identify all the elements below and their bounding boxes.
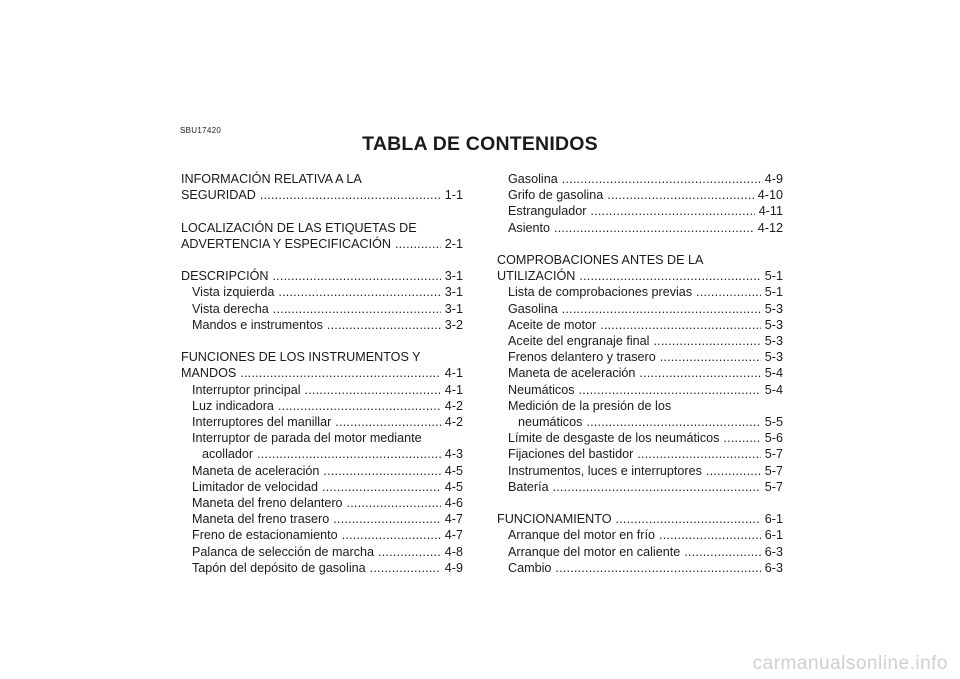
dot-leader	[323, 463, 440, 479]
dot-leader	[272, 268, 440, 284]
toc-section-entry[interactable]	[497, 268, 783, 284]
toc-item-line[interactable]	[181, 430, 463, 446]
dot-leader	[639, 365, 760, 381]
toc-page-number: 6-1	[764, 512, 783, 527]
dot-leader	[586, 414, 760, 430]
toc-page-number: 4-1	[444, 382, 463, 397]
toc-item-title: Vista derecha	[192, 301, 269, 316]
document-code: SBU17420	[180, 126, 222, 135]
toc-item-title: Palanca de selección de marcha	[192, 544, 375, 559]
toc-item[interactable]	[497, 203, 783, 219]
dot-leader	[257, 446, 441, 462]
toc-item[interactable]	[181, 284, 463, 300]
toc-item-title: Límite de desgaste de los neumáticos	[508, 431, 720, 446]
toc-item-title: Mandos e instrumentos	[192, 317, 323, 332]
toc-item-title: Luz indicadora	[192, 398, 274, 413]
toc-item[interactable]	[497, 430, 783, 446]
dot-leader	[342, 527, 441, 543]
toc-page-number: 4-9	[764, 172, 783, 186]
dot-leader	[327, 317, 441, 333]
toc-page-number: 6-1	[764, 528, 783, 543]
toc-item[interactable]	[181, 479, 463, 495]
toc-item-title: Arranque del motor en caliente	[508, 544, 681, 559]
toc-page-number: 3-1	[444, 269, 463, 284]
dot-leader	[579, 268, 760, 284]
dot-leader	[555, 560, 760, 576]
toc-page-number: 4-5	[444, 463, 463, 478]
toc-item[interactable]	[181, 382, 463, 398]
toc-page-number: 6-3	[764, 544, 783, 559]
toc-item[interactable]	[181, 301, 463, 317]
toc-item-title: Frenos delantero y trasero	[508, 350, 656, 365]
toc-page-number: 2-1	[444, 236, 463, 251]
toc-item-title: Estrangulador	[508, 204, 587, 219]
toc-item[interactable]	[497, 301, 783, 317]
toc-section-heading: COMPROBACIONES ANTES DE LA	[497, 253, 704, 267]
toc-item-title: Gasolina	[508, 301, 558, 316]
toc-page-number: 5-3	[764, 350, 783, 365]
toc-item[interactable]	[181, 317, 463, 333]
toc-item[interactable]	[497, 187, 783, 203]
dot-leader	[607, 187, 754, 203]
dot-leader	[600, 317, 761, 333]
toc-page-number: 5-1	[764, 285, 783, 300]
toc-item[interactable]	[497, 527, 783, 543]
dot-leader	[554, 220, 754, 236]
toc-page-number: 5-4	[764, 366, 783, 381]
dot-leader	[333, 511, 441, 527]
toc-item[interactable]	[181, 463, 463, 479]
toc-item-title: Arranque del motor en frío	[508, 528, 656, 543]
toc-item[interactable]	[181, 560, 463, 576]
toc-item-title-continued: neumáticos	[518, 415, 583, 430]
toc-item[interactable]	[497, 220, 783, 236]
toc-section-entry[interactable]	[497, 511, 783, 527]
toc-item-title: Interruptores del manillar	[192, 415, 332, 429]
toc-item[interactable]	[181, 544, 463, 560]
dot-leader	[273, 301, 441, 317]
dot-leader	[659, 527, 761, 543]
toc-item[interactable]	[497, 284, 783, 300]
toc-page-number: 3-1	[444, 301, 463, 316]
dot-leader	[637, 446, 760, 462]
toc-section-entry[interactable]	[181, 268, 463, 284]
toc-section-heading: INFORMACIÓN RELATIVA A LA	[181, 172, 362, 186]
toc-entry-title: SEGURIDAD	[181, 188, 256, 203]
toc-item[interactable]	[181, 398, 463, 414]
toc-section-entry[interactable]	[181, 365, 463, 381]
toc-page-number: 4-2	[444, 398, 463, 413]
toc-item-title: Batería	[508, 479, 549, 494]
dot-leader	[723, 430, 760, 446]
toc-section-entry[interactable]	[181, 187, 463, 203]
dot-leader	[240, 365, 441, 381]
toc-page-number: 4-7	[444, 528, 463, 543]
toc-item[interactable]	[181, 527, 463, 543]
toc-page-number: 1-1	[444, 188, 463, 203]
toc-item-title: Interruptor de parada del motor mediante	[192, 431, 422, 446]
toc-item-title: Gasolina	[508, 172, 558, 186]
dot-leader	[322, 479, 441, 495]
dot-leader	[684, 544, 761, 560]
toc-item-title: Lista de comprobaciones previas	[508, 285, 693, 300]
dot-leader	[660, 349, 761, 365]
dot-leader	[706, 463, 761, 479]
toc-item-title: Interruptor principal	[192, 382, 301, 397]
toc-item-title: Aceite de motor	[508, 317, 597, 332]
toc-page-number: 5-4	[764, 382, 783, 397]
toc-item[interactable]	[497, 414, 783, 430]
toc-page-number: 4-11	[758, 204, 783, 219]
toc-item-title: Aceite del engranaje final	[508, 334, 650, 349]
dot-leader	[278, 284, 440, 300]
dot-leader	[590, 203, 754, 219]
toc-item-line[interactable]	[497, 398, 783, 414]
toc-page-number: 5-7	[764, 463, 783, 478]
dot-leader	[395, 236, 441, 252]
toc-page-number: 5-3	[764, 334, 783, 349]
dot-leader	[553, 479, 761, 495]
toc-page-number: 3-2	[444, 317, 463, 332]
dot-leader	[347, 495, 441, 511]
page-title: TABLA DE CONTENIDOS	[362, 133, 598, 155]
toc-page-number: 4-7	[444, 512, 463, 527]
dot-leader	[616, 511, 761, 527]
dot-leader	[653, 333, 760, 349]
toc-item-title: Limitador de velocidad	[192, 479, 319, 494]
toc-item[interactable]	[497, 349, 783, 365]
dot-leader	[579, 382, 761, 398]
toc-page-number: 5-5	[764, 415, 783, 430]
toc-item-title: Tapón del depósito de gasolina	[192, 560, 366, 575]
toc-page-number: 4-9	[444, 560, 463, 575]
toc-section-heading: FUNCIONES DE LOS INSTRUMENTOS Y	[181, 350, 421, 365]
toc-page-number: 4-5	[444, 479, 463, 494]
dot-leader	[696, 284, 761, 300]
toc-page-number: 5-7	[764, 447, 783, 462]
toc-entry-title: DESCRIPCIÓN	[181, 269, 269, 284]
dot-leader	[562, 301, 761, 317]
toc-page-number: 3-1	[444, 285, 463, 300]
toc-page-number: 4-6	[444, 496, 463, 511]
toc-page-number: 4-2	[444, 415, 463, 429]
toc-item-title: Cambio	[508, 560, 552, 575]
toc-page-number: 4-1	[444, 366, 463, 381]
toc-item[interactable]	[497, 446, 783, 462]
dot-leader	[260, 187, 441, 203]
toc-page-number: 5-3	[764, 317, 783, 332]
toc-item-title: Asiento	[508, 220, 551, 235]
toc-item-title: Freno de estacionamiento	[192, 528, 338, 543]
toc-item-title: Fijaciones del bastidor	[508, 447, 634, 462]
toc-page-number: 5-3	[764, 301, 783, 316]
toc-item[interactable]	[497, 560, 783, 576]
toc-section-heading: LOCALIZACIÓN DE LAS ETIQUETAS DE	[181, 220, 417, 235]
toc-item-title: Instrumentos, luces e interruptores	[508, 463, 702, 478]
toc-section-entry[interactable]	[181, 236, 463, 252]
toc-right-column	[497, 171, 783, 576]
toc-item[interactable]	[497, 365, 783, 381]
toc-page-number: 4-12	[757, 220, 783, 235]
dot-leader	[562, 171, 761, 187]
dot-leader	[278, 398, 441, 414]
toc-item[interactable]	[181, 414, 463, 430]
dot-leader	[305, 382, 441, 398]
toc-item[interactable]	[497, 171, 783, 187]
toc-item-title: Medición de la presión de los	[508, 398, 672, 413]
toc-item[interactable]	[181, 511, 463, 527]
toc-item-title: Maneta de aceleración	[192, 463, 320, 478]
toc-page-number: 5-1	[764, 269, 783, 284]
toc-item-title: Maneta del freno trasero	[192, 512, 330, 527]
toc-item[interactable]	[181, 495, 463, 511]
site-watermark: carmanualsonline.info	[752, 653, 948, 674]
dot-leader	[335, 414, 441, 430]
toc-page-number: 4-10	[757, 188, 783, 203]
toc-entry-title: ADVERTENCIA Y ESPECIFICACIÓN	[181, 236, 391, 251]
toc-item-title: Grifo de gasolina	[508, 188, 604, 203]
toc-entry-title: UTILIZACIÓN	[497, 269, 576, 284]
toc-item[interactable]	[497, 333, 783, 349]
toc-item[interactable]	[181, 446, 463, 462]
toc-page-number: 6-3	[764, 560, 783, 575]
toc-item[interactable]	[497, 544, 783, 560]
toc-item[interactable]	[497, 317, 783, 333]
toc-page-number: 5-7	[764, 479, 783, 494]
toc-item[interactable]	[497, 382, 783, 398]
toc-item[interactable]	[497, 479, 783, 495]
toc-entry-title: MANDOS	[181, 366, 237, 381]
toc-item[interactable]	[497, 463, 783, 479]
dot-leader	[378, 544, 441, 560]
toc-item-title-continued: acollador	[202, 447, 254, 462]
toc-left-column	[181, 171, 463, 576]
toc-item-title: Maneta de aceleración	[508, 366, 636, 381]
toc-page-number: 5-6	[764, 431, 783, 446]
toc-page-number: 4-8	[444, 544, 463, 559]
toc-item-title: Neumáticos	[508, 382, 575, 397]
toc-entry-title: FUNCIONAMIENTO	[497, 512, 612, 527]
toc-item-title: Maneta del freno delantero	[192, 496, 343, 511]
toc-item-title: Vista izquierda	[192, 285, 275, 300]
toc-page-number: 4-3	[444, 447, 463, 462]
dot-leader	[370, 560, 441, 576]
